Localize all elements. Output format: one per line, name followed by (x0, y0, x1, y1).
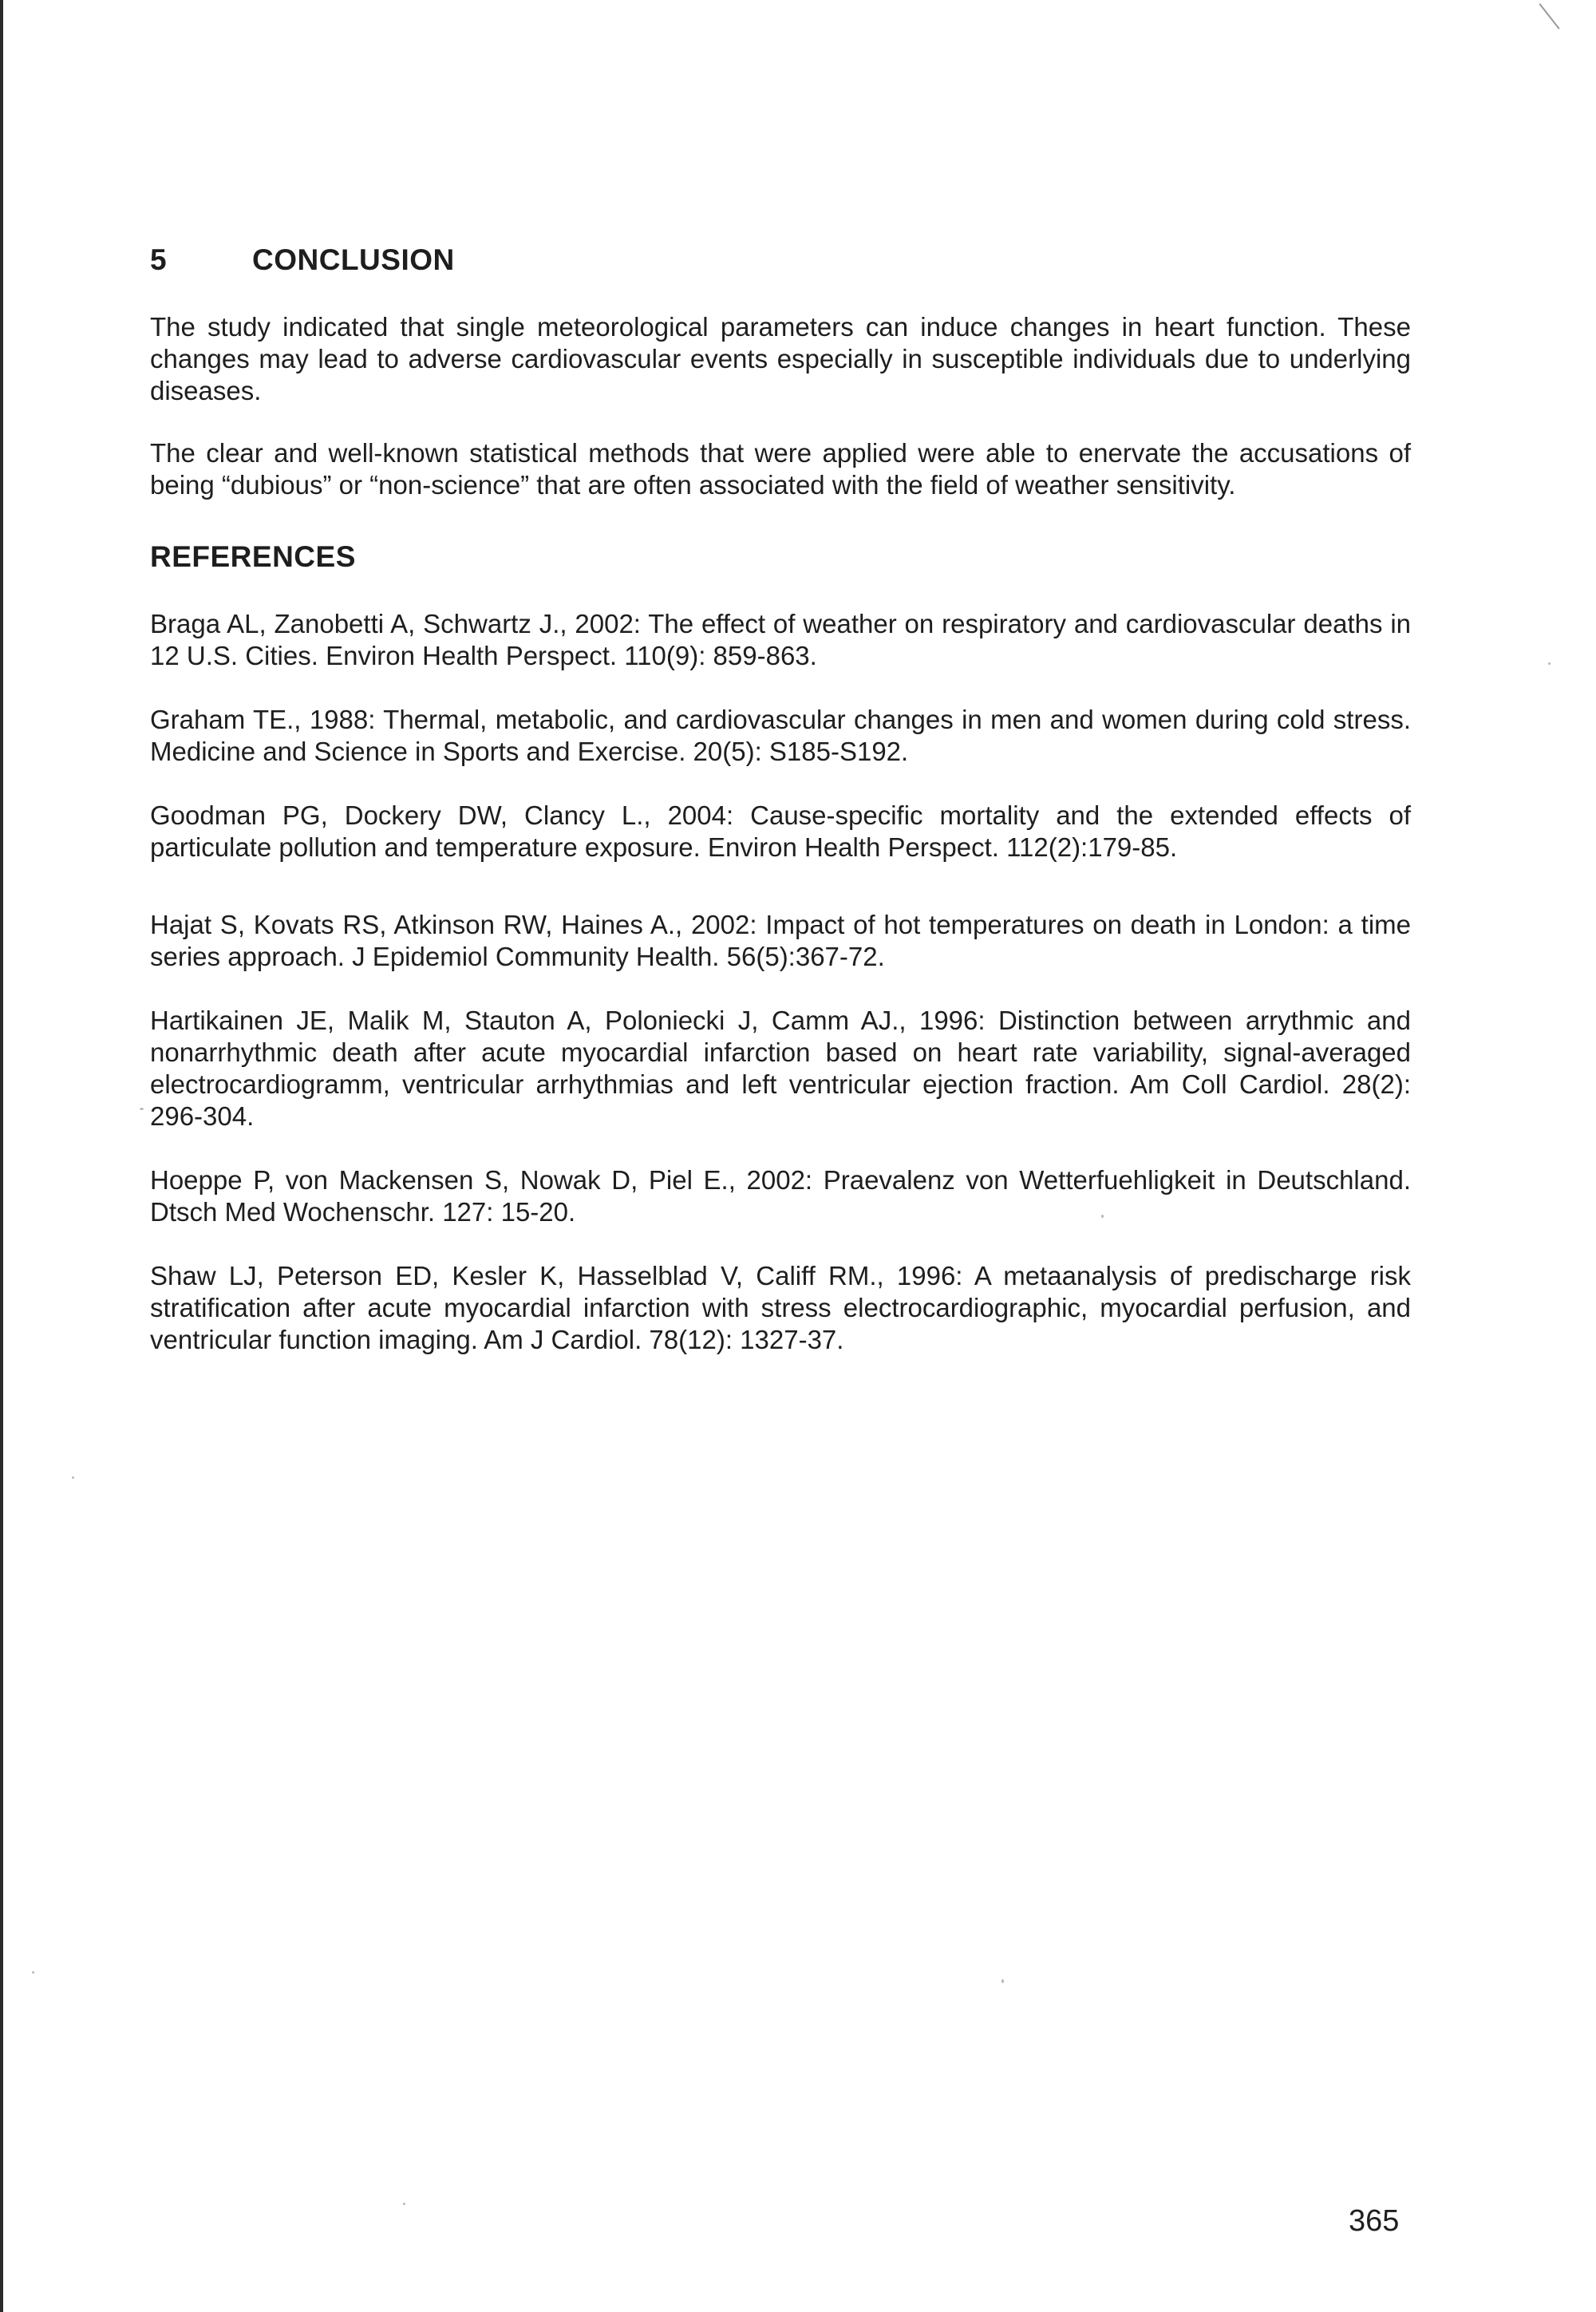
scan-speck (140, 1108, 144, 1110)
reference-entry: Hartikainen JE, Malik M, Stauton A, Poloniecki J, Camm AJ., 1996: Distinction between arrythmic and nonarrhythmic death after acute myocardial infarction based on heart rate variability, signal-averaged electrocardiogramm, ventricular arrhythmias and left ventricular ejection fraction. Am Coll Cardiol. 28(2): 296-304. (150, 1006, 1411, 1131)
section-title: CONCLUSION (252, 243, 455, 276)
scan-speck (1101, 1215, 1104, 1218)
page-number: 365 (1349, 2204, 1400, 2238)
scan-edge (0, 0, 3, 2312)
references-heading: REFERENCES (150, 540, 356, 573)
reference-entry: Shaw LJ, Peterson ED, Kesler K, Hasselblad V, Califf RM., 1996: A metaanalysis of predischarge risk stratification after acute myocardial infarction with stress electrocardiographic, myocardial perfusion, and ventricular function imaging. Am J Cardiol. 78(12): 1327-37. (150, 1261, 1411, 1354)
scan-speck (1548, 662, 1551, 665)
scan-speck (32, 1971, 34, 1974)
conclusion-paragraph: The clear and well-known statistical methods that were applied were able to enervate the accusations of being “dubious” or “non-science” that are often associated with the field of weather sensitivity. (150, 438, 1411, 500)
scan-mark (1539, 3, 1559, 30)
reference-entry: Hoeppe P, von Mackensen S, Nowak D, Piel E., 2002: Praevalenz von Wetterfuehligkeit in Deutschland. Dtsch Med Wochenschr. 127: 15-20. (150, 1165, 1411, 1227)
scan-speck (72, 1476, 74, 1479)
conclusion-paragraph: The study indicated that single meteorological parameters can induce changes in heart function. These changes may lead to adverse cardiovascular events especially in susceptible individuals due to underlying diseases. (150, 312, 1411, 405)
reference-entry: Goodman PG, Dockery DW, Clancy L., 2004: Cause-specific mortality and the extended effects of particulate pollution and temperature exposure. Environ Health Perspect. 112(2):179-85. (150, 800, 1411, 862)
section-number: 5 (150, 243, 168, 276)
scan-speck (1001, 1979, 1004, 1983)
reference-entry: Hajat S, Kovats RS, Atkinson RW, Haines A., 2002: Impact of hot temperatures on death in London: a time series approach. J Epidemiol Community Health. 56(5):367-72. (150, 910, 1411, 971)
reference-entry: Braga AL, Zanobetti A, Schwartz J., 2002: The effect of weather on respiratory and cardiovascular deaths in 12 U.S. Cities. Environ Health Perspect. 110(9): 859-863. (150, 609, 1411, 670)
section-heading (150, 243, 455, 277)
reference-entry: Graham TE., 1988: Thermal, metabolic, and cardiovascular changes in men and women during cold stress. Medicine and Science in Sports and Exercise. 20(5): S185-S192. (150, 705, 1411, 766)
scan-speck (403, 2203, 405, 2205)
